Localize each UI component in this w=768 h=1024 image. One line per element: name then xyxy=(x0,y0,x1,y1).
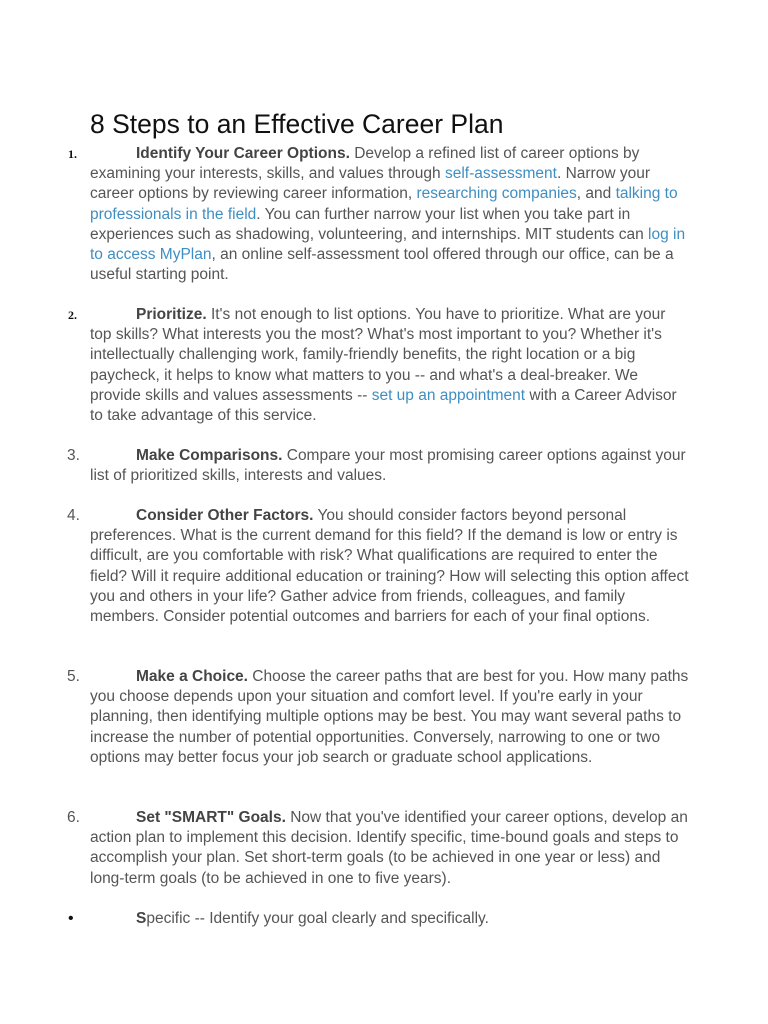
bullet-body: Specific -- Identify your goal clearly and specifically. xyxy=(136,910,489,927)
researching-companies-link[interactable]: researching companies xyxy=(416,185,577,203)
step-5 xyxy=(67,667,690,768)
step-2-heading: Prioritize. xyxy=(136,306,207,323)
step-4-marker: 4. xyxy=(67,507,80,524)
myplan-login-link[interactable]: log in to access MyPlan xyxy=(90,225,686,264)
step-5-marker: 5. xyxy=(67,668,80,685)
step-1 xyxy=(68,144,690,285)
step-2-marker: 2. xyxy=(68,308,77,322)
step-6 xyxy=(67,808,690,889)
step-6-heading: Set "SMART" Goals. xyxy=(136,809,286,826)
step-6-marker: 6. xyxy=(67,809,80,826)
step-3-body: Make Comparisons. Compare your most promising career options against your list of prioritized skills, interests and values. xyxy=(90,447,686,485)
page-title: 8 Steps to an Effective Career Plan xyxy=(90,109,504,139)
step-2-body: Prioritize. It's not enough to list options. You have to prioritize. What are your top skills? What interests you the most? What's most important to you? Whether it's intellectually challenging work, family-friendly benefits, the right location or a big paycheck, it helps to know what matters to you -- and what's a deal-breaker. We provide skills and values assessments -- set up an appointment with a Career Advisor to take advantage of this service. xyxy=(90,306,677,425)
step-5-heading: Make a Choice. xyxy=(136,668,248,685)
step-3-heading: Make Comparisons. xyxy=(136,447,283,464)
smart-bullet-specific xyxy=(68,909,690,929)
step-3-marker: 3. xyxy=(67,447,80,464)
step-4 xyxy=(67,506,690,627)
set-up-appointment-link[interactable]: set up an appointment xyxy=(371,386,526,404)
step-4-heading: Consider Other Factors. xyxy=(136,507,314,524)
step-1-marker: 1. xyxy=(68,147,77,161)
step-4-body: Consider Other Factors. You should consider factors beyond personal preferences. What is the current demand for this field? If the demand is low or entry is difficult, are you comfortable with risk? What qualifications are required to enter the field? Will it require additional education or training? How will selecting this option affect you and others in your life? Gather advice from friends, colleagues, and family members. Consider potential outcomes and barriers for each of your final options. xyxy=(90,507,689,626)
bullet-letter: S xyxy=(136,910,147,927)
step-6-body: Set "SMART" Goals. Now that you've identified your career options, develop an action plan to implement this decision. Identify specific, time-bound goals and steps to accomplish your plan. Set short-term goals (to be achieved in one year or less) and long-term goals (to be achieved in one to five years). xyxy=(90,809,688,887)
step-5-body: Make a Choice. Choose the career paths that are best for you. How many paths you choose depends upon your situation and comfort level. If you're early in your planning, then identifying multiple options may be best. You may want several paths to increase the number of potential opportunities. Conversely, narrowing to one or two options may better focus your job search or graduate school applications. xyxy=(90,668,689,766)
step-1-heading: Identify Your Career Options. xyxy=(136,145,350,162)
bullet-icon: • xyxy=(68,910,74,927)
step-2 xyxy=(68,305,690,426)
step-3 xyxy=(67,446,690,486)
self-assessment-link[interactable]: self-assessment xyxy=(444,165,557,183)
step-1-body: Identify Your Career Options. Develop a refined list of career options by examining your interests, skills, and values through self-assessment. Narrow your career options by reviewing career information, researching companies, and talking to professionals in the field. You can further narrow your list when you take part in experiences such as shadowing, volunteering, and internships. MIT students can log in to access MyPlan, an online self-assessment tool offered through our office, can be a useful starting point. xyxy=(90,145,686,284)
talking-to-professionals-link[interactable]: talking to professionals in the field xyxy=(90,185,678,223)
